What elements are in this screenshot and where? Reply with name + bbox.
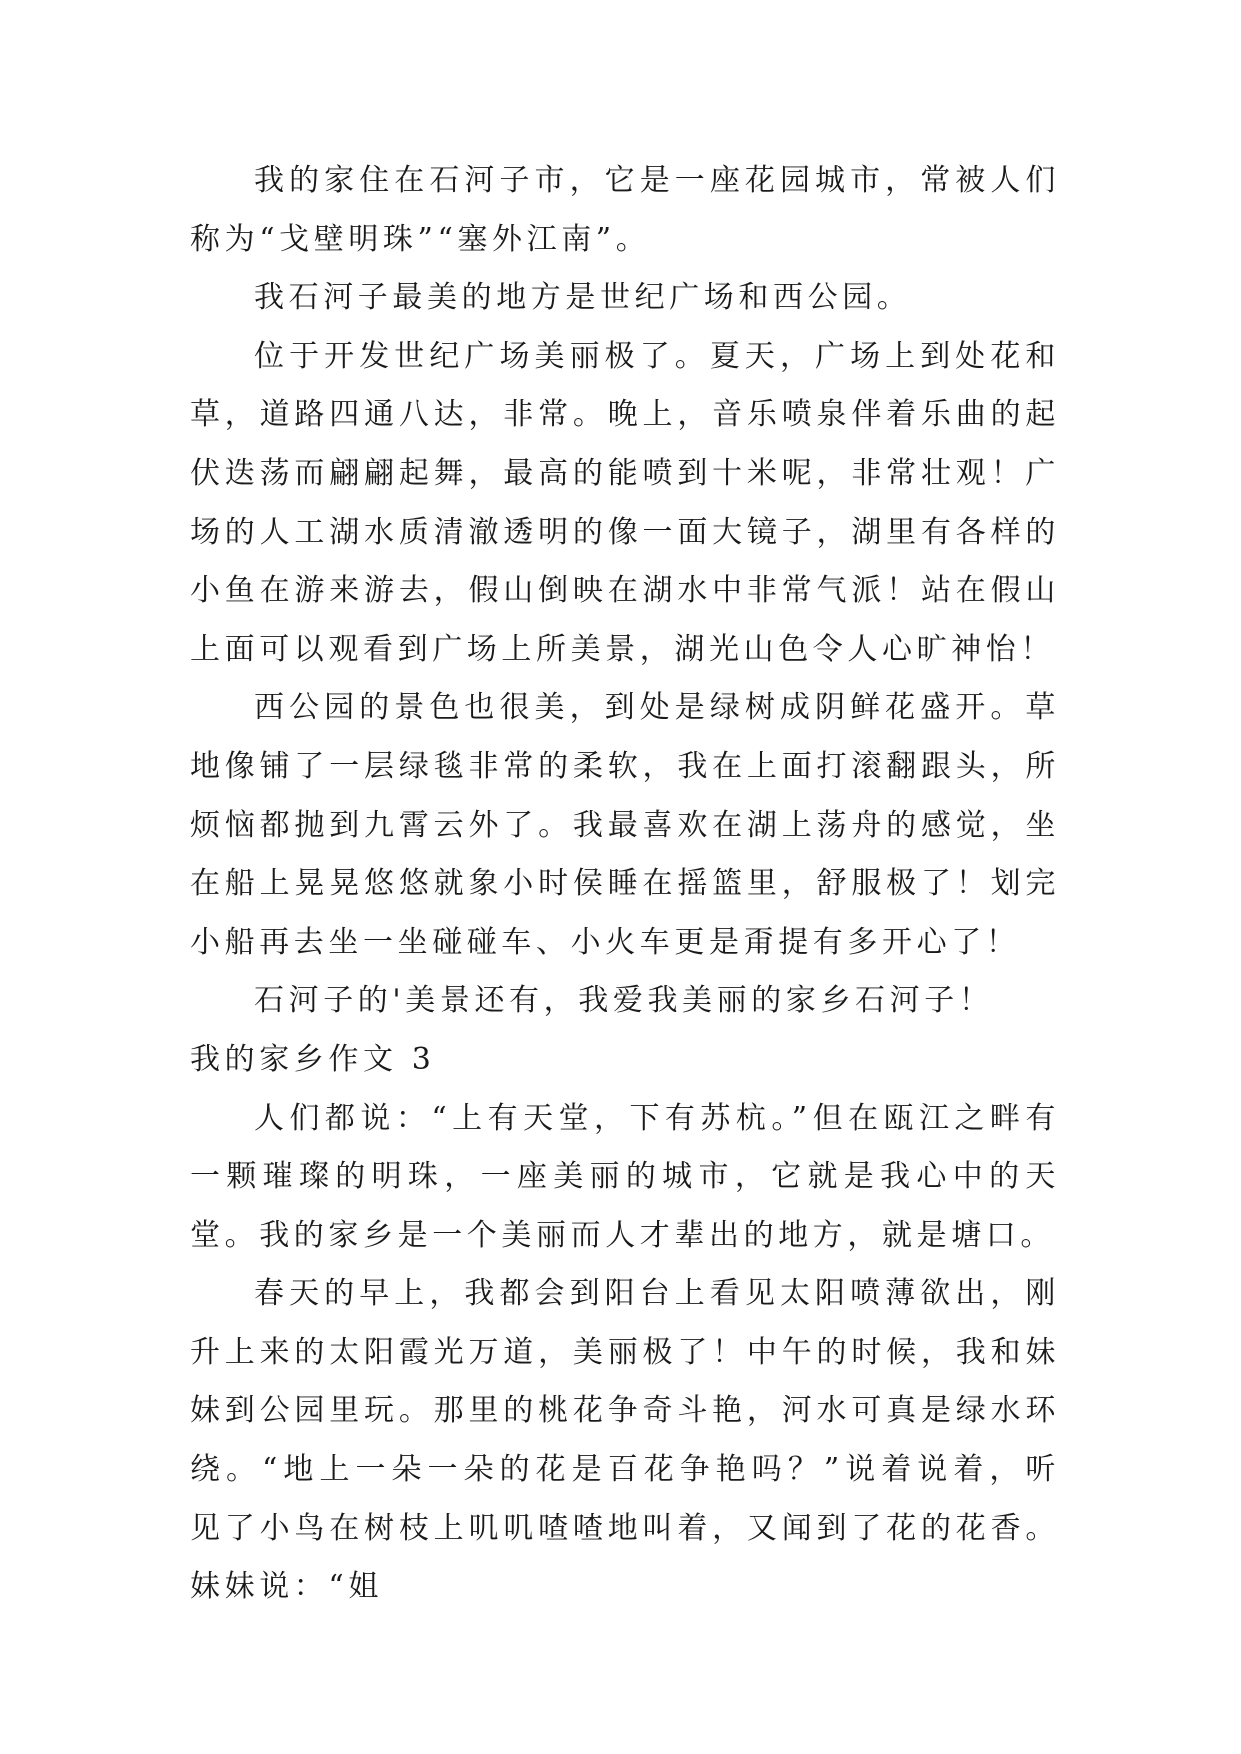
- paragraph-3: 位于开发世纪广场美丽极了。夏天，广场上到处花和草，道路四通八达，非常。晚上，音乐喷泉伴着乐曲的起伏迭荡而翩翩起舞，最高的能喷到十米呢，非常壮观！广场的人工湖水质清澈透明的像一面大镜子，湖里有各样的小鱼在游来游去，假山倒映在湖水中非常气派！站在假山上面可以观看到广场上所美景，湖光山色令人心旷神怡！: [190, 338, 1060, 667]
- paragraph-5: 石河子的'美景还有，我爱我美丽的家乡石河子！: [254, 983, 994, 1019]
- paragraph-4: 西公园的景色也很美，到处是绿树成阴鲜花盛开。草地像铺了一层绿毯非常的柔软，我在上面打滚翻跟头，所烦恼都抛到九霄云外了。我最喜欢在湖上荡舟的感觉，坐在船上晃晃悠悠就象小时侯睡在摇篮里，舒服极了！划完小船再去坐一坐碰碰车、小火车更是甭提有多开心了！: [190, 690, 1060, 960]
- paragraph-6: 人们都说：“上有天堂，下有苏杭。”但在瓯江之畔有一颗璀璨的明珠，一座美丽的城市，它就是我心中的天堂。我的家乡是一个美丽而人才辈出的地方，就是塘口。: [190, 1100, 1060, 1253]
- paragraph-1: 我的家住在石河子市，它是一座花园城市，常被人们称为“戈壁明珠”“塞外江南”。: [190, 163, 1060, 257]
- document-body: [190, 152, 1060, 1617]
- section-heading: 我的家乡作文 3: [190, 1041, 436, 1077]
- paragraph-2: 我石河子最美的地方是世纪广场和西公园。: [254, 280, 912, 316]
- paragraph-7: 春天的早上，我都会到阳台上看见太阳喷薄欲出，刚升上来的太阳霞光万道，美丽极了！中午的时候，我和妹妹到公园里玩。那里的桃花争奇斗艳，河水可真是绿水环绕。“地上一朵一朵的花是百花争艳吗？”说着说着，听见了小鸟在树枝上叽叽喳喳地叫着，又闻到了花的花香。妹妹说：“姐: [190, 1276, 1060, 1605]
